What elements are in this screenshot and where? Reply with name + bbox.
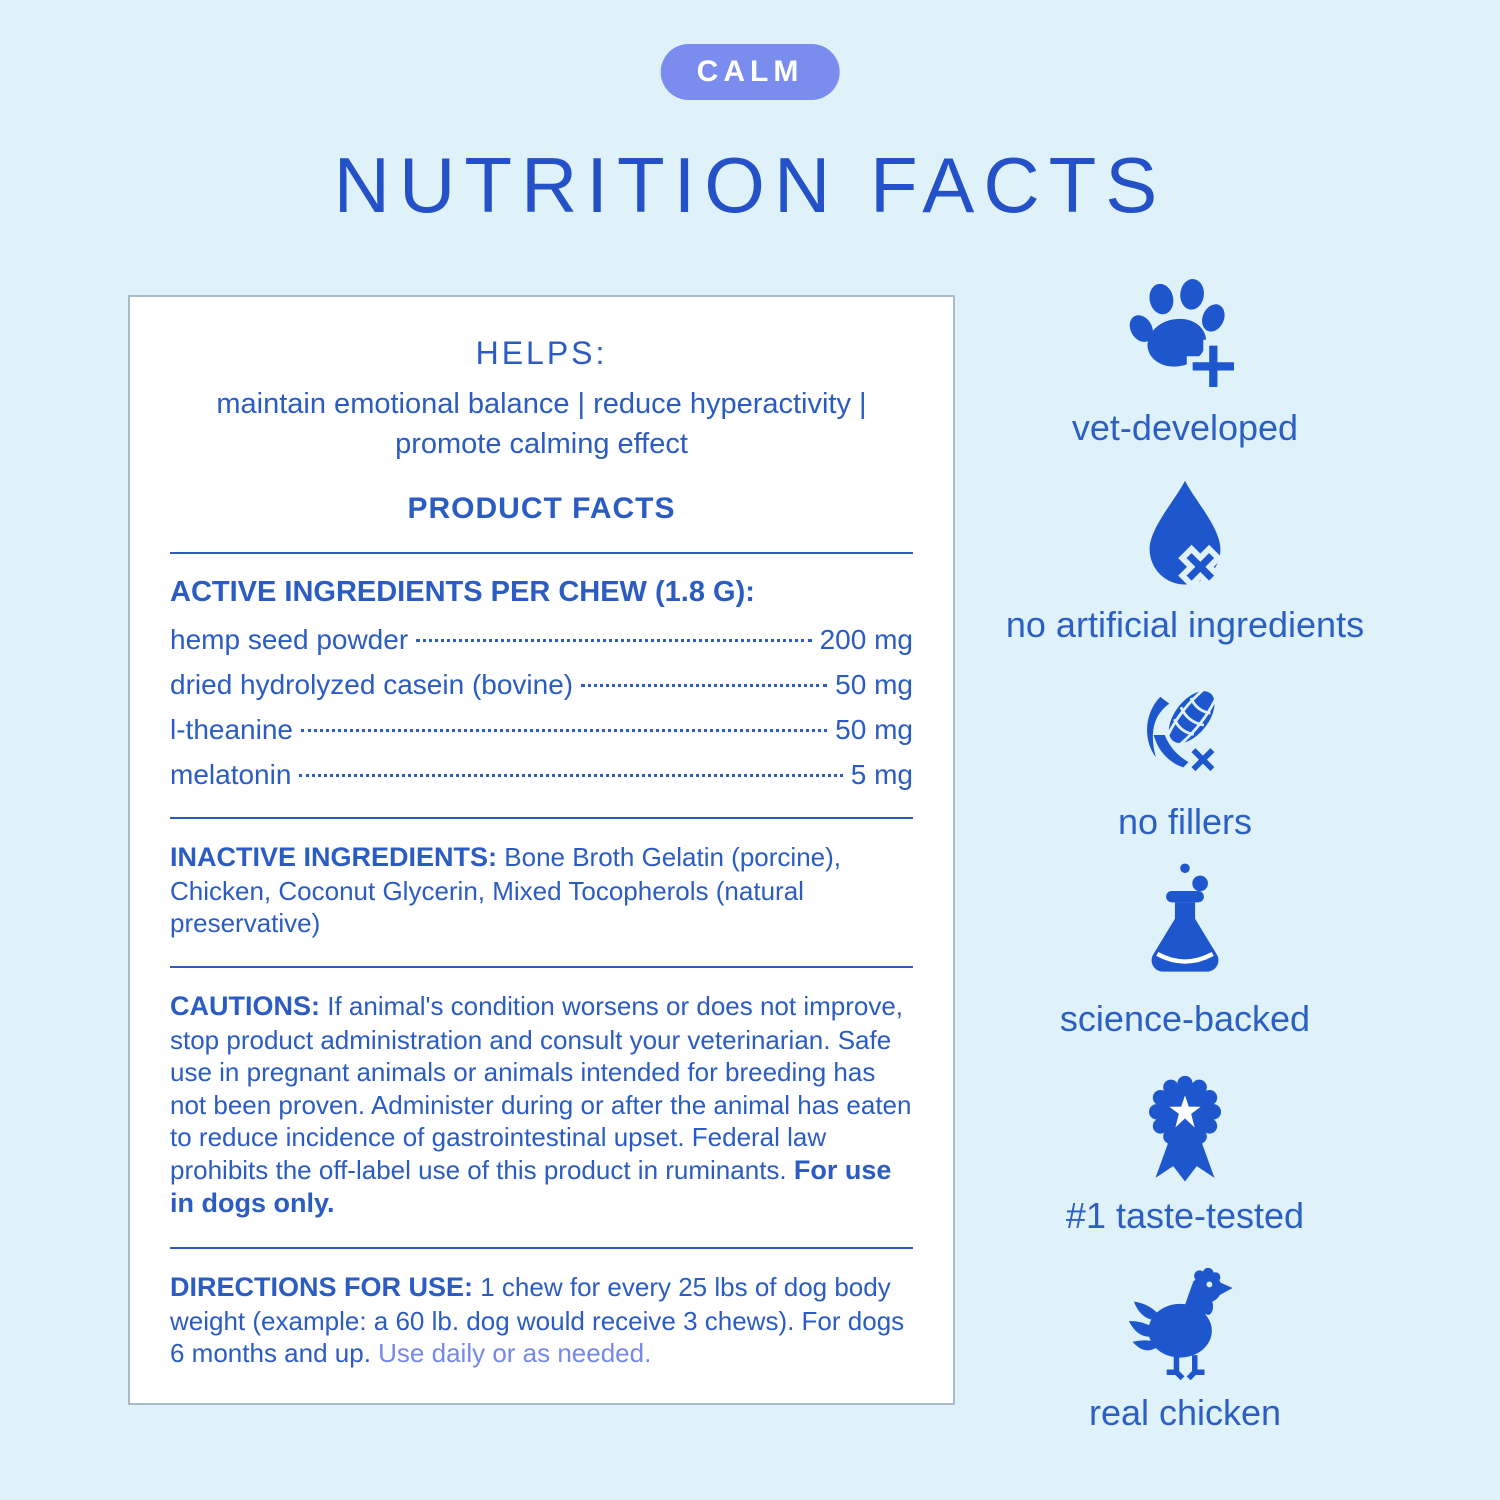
ingredient-amount: 50 mg: [835, 714, 913, 746]
product-facts-panel: [128, 295, 955, 1405]
helps-line-1: maintain emotional balance | reduce hyperactivity |: [216, 388, 867, 420]
cautions-emphasis: For use in dogs only.: [170, 1154, 892, 1219]
droplet-x-icon: [1126, 476, 1244, 594]
dotted-leader: [416, 639, 811, 642]
benefit-label: vet-developed: [1071, 407, 1299, 448]
ingredient-row: [170, 617, 913, 662]
corn-x-icon: [1129, 679, 1241, 791]
product-facts-heading: PRODUCT FACTS: [407, 492, 676, 526]
cautions-paragraph: [170, 990, 913, 1221]
benefit-no-fillers: [930, 646, 1440, 843]
active-ingredients-heading: ACTIVE INGREDIENTS PER CHEW (1.8 G):: [170, 576, 755, 609]
paw-plus-icon: [1126, 279, 1244, 397]
inactive-ingredients-paragraph: [170, 841, 913, 940]
divider: [170, 966, 913, 968]
directions-paragraph: [170, 1271, 913, 1370]
benefit-label: real chicken: [1088, 1392, 1282, 1433]
benefit-real-chicken: [930, 1237, 1440, 1434]
cautions-label: CAUTIONS:: [170, 990, 320, 1021]
ingredient-name: hemp seed powder: [170, 624, 409, 656]
benefit-label: no artificial ingredients: [1005, 604, 1365, 645]
chicken-icon: [1124, 1260, 1246, 1382]
helps-heading: HELPS:: [475, 335, 608, 371]
helps-benefits-text: [170, 384, 913, 464]
award-ribbon-icon: [1126, 1067, 1244, 1185]
benefit-taste-tested: [930, 1040, 1440, 1237]
ingredient-amount: 5 mg: [850, 759, 913, 791]
divider: [170, 552, 913, 554]
dotted-leader: [581, 684, 827, 687]
benefit-label: #1 taste-tested: [1065, 1195, 1305, 1236]
inactive-ingredients-text: Bone Broth Gelatin (porcine), Chicken, Coconut Glycerin, Mixed Tocopherols (natural preservative): [170, 842, 841, 939]
benefits-column: [930, 252, 1440, 1434]
product-variant-badge: CALM: [661, 44, 840, 100]
dotted-leader: [299, 774, 842, 777]
ingredient-name: l-theanine: [170, 714, 293, 746]
divider: [170, 817, 913, 819]
benefit-science-backed: [930, 843, 1440, 1040]
ingredient-row: [170, 707, 913, 752]
flask-icon: [1122, 862, 1248, 988]
helps-line-2: promote calming effect: [395, 428, 688, 461]
ingredient-row: [170, 752, 913, 797]
divider: [170, 1247, 913, 1249]
directions-highlight: Use daily or as needed.: [378, 1338, 652, 1369]
benefit-vet-developed: [930, 252, 1440, 449]
ingredient-amount: 50 mg: [835, 669, 913, 701]
benefit-label: science-backed: [1059, 998, 1311, 1039]
benefit-no-artificial-ingredients: [930, 449, 1440, 646]
benefit-label: no fillers: [1117, 801, 1253, 842]
ingredient-amount: 200 mg: [819, 624, 913, 656]
inactive-ingredients-label: INACTIVE INGREDIENTS:: [170, 842, 498, 873]
ingredient-name: dried hydrolyzed casein (bovine): [170, 669, 574, 701]
page-title: NUTRITION FACTS: [333, 141, 1167, 229]
active-ingredients-list: [170, 617, 913, 797]
ingredient-name: melatonin: [170, 759, 292, 791]
ingredient-row: [170, 662, 913, 707]
dotted-leader: [301, 729, 827, 732]
directions-text: 1 chew for every 25 lbs of dog body weight (example: a 60 lb. dog would receive 3 chews). For dogs 6 months and up.: [170, 1272, 905, 1369]
directions-label: DIRECTIONS FOR USE:: [170, 1272, 474, 1303]
cautions-text: If animal's condition worsens or does not improve, stop product administration and consult your veterinarian. Safe use in pregnant animals or animals intended for breeding has not been proven. Administer during or after the animal has eaten to reduce incidence of gastrointestinal upset. Federal law prohibits the off-label use of this product in ruminants.: [170, 990, 912, 1185]
